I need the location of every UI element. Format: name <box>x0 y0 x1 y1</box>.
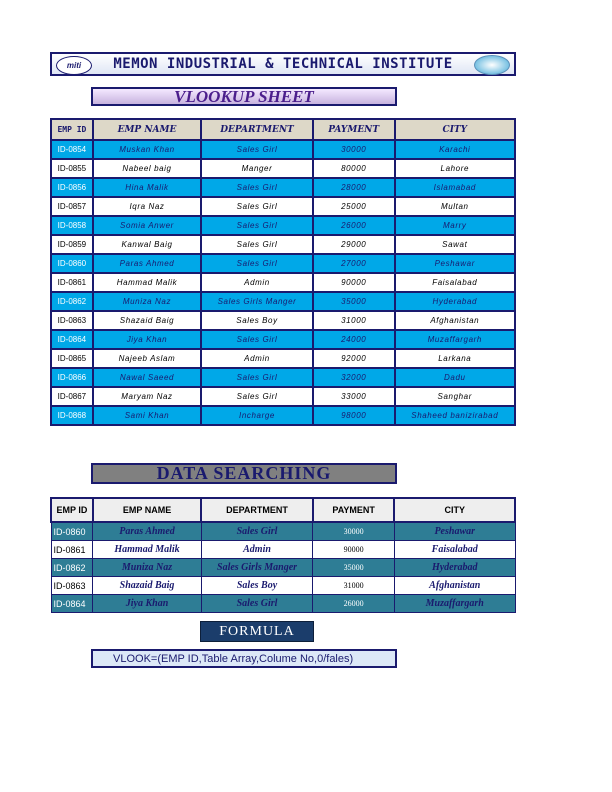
cell-department[interactable]: Sales Girl <box>201 197 313 216</box>
cell-emp-id[interactable]: ID-0856 <box>51 178 93 197</box>
cell-emp-name[interactable]: Jiya Khan <box>93 330 201 349</box>
table-row <box>51 292 515 311</box>
globe-logo-icon <box>474 55 510 75</box>
cell-emp-id[interactable]: ID-0863 <box>51 577 93 595</box>
cell-department[interactable]: Manger <box>201 159 313 178</box>
cell-emp-id[interactable]: ID-0861 <box>51 541 93 559</box>
cell-department[interactable]: Admin <box>201 349 313 368</box>
cell-payment[interactable]: 35000 <box>313 559 395 577</box>
vlookup-sheet-banner <box>91 87 397 106</box>
cell-city[interactable]: Hyderabad <box>394 559 515 577</box>
cell-city[interactable]: Shaheed banizirabad <box>395 406 515 425</box>
table-row <box>51 197 515 216</box>
cell-payment[interactable]: 28000 <box>313 178 395 197</box>
cell-payment[interactable]: 90000 <box>313 273 395 292</box>
cell-payment[interactable]: 31000 <box>313 311 395 330</box>
cell-payment[interactable]: 92000 <box>313 349 395 368</box>
cell-city[interactable]: Lahore <box>395 159 515 178</box>
formula-box[interactable] <box>91 649 397 668</box>
cell-department[interactable]: Sales Girl <box>201 368 313 387</box>
cell-emp-name[interactable]: Hammad Malik <box>93 541 201 559</box>
column-header[interactable]: EMP NAME <box>93 498 201 522</box>
cell-emp-id[interactable]: ID-0864 <box>51 330 93 349</box>
cell-city[interactable]: Peshawar <box>394 522 515 541</box>
cell-city[interactable]: Karachi <box>395 140 515 159</box>
cell-emp-id[interactable]: ID-0863 <box>51 311 93 330</box>
data-searching-title: DATA SEARCHING <box>156 463 332 483</box>
cell-city[interactable]: Muzaffargarh <box>395 330 515 349</box>
column-header[interactable]: CITY <box>394 498 515 522</box>
cell-emp-name[interactable]: Najeeb Aslam <box>93 349 201 368</box>
cell-city[interactable]: Islamabad <box>395 178 515 197</box>
cell-payment[interactable]: 31000 <box>313 577 395 595</box>
cell-emp-id[interactable]: ID-0860 <box>51 522 93 541</box>
cell-city[interactable]: Dadu <box>395 368 515 387</box>
cell-department[interactable]: Sales Girls Manger <box>201 292 313 311</box>
cell-city[interactable]: Faisalabad <box>394 541 515 559</box>
cell-emp-id[interactable]: ID-0858 <box>51 216 93 235</box>
cell-city[interactable]: Muzaffargarh <box>394 595 515 613</box>
cell-emp-id[interactable]: ID-0860 <box>51 254 93 273</box>
cell-emp-name[interactable]: Maryam Naz <box>93 387 201 406</box>
cell-city[interactable]: Sanghar <box>395 387 515 406</box>
cell-emp-name[interactable]: Kanwal Baig <box>93 235 201 254</box>
institute-header <box>50 52 516 76</box>
cell-department[interactable]: Sales Girl <box>201 254 313 273</box>
table-row <box>51 595 515 613</box>
formula-label <box>200 621 314 642</box>
column-header[interactable]: EMP ID <box>51 498 93 522</box>
cell-department[interactable]: Sales Girl <box>201 522 313 541</box>
column-header[interactable]: CITY <box>395 119 515 140</box>
cell-payment[interactable]: 80000 <box>313 159 395 178</box>
table-row <box>51 311 515 330</box>
cell-emp-id[interactable]: ID-0868 <box>51 406 93 425</box>
table-row <box>51 406 515 425</box>
cell-emp-id[interactable]: ID-0859 <box>51 235 93 254</box>
column-header[interactable]: PAYMENT <box>313 498 395 522</box>
column-header[interactable]: EMP ID <box>51 119 93 140</box>
employee-table <box>50 118 516 426</box>
cell-city[interactable]: Hyderabad <box>395 292 515 311</box>
cell-emp-name[interactable]: Paras Ahmed <box>93 254 201 273</box>
cell-emp-name[interactable]: Sami Khan <box>93 406 201 425</box>
cell-emp-id[interactable]: ID-0866 <box>51 368 93 387</box>
cell-department[interactable]: Incharge <box>201 406 313 425</box>
cell-department[interactable]: Sales Girl <box>201 595 313 613</box>
table-row <box>51 254 515 273</box>
cell-emp-id[interactable]: ID-0857 <box>51 197 93 216</box>
cell-payment[interactable]: 27000 <box>313 254 395 273</box>
cell-payment[interactable]: 30000 <box>313 140 395 159</box>
table-row <box>51 330 515 349</box>
table-row <box>51 235 515 254</box>
table-row <box>51 140 515 159</box>
cell-city[interactable]: Afghanistan <box>394 577 515 595</box>
cell-payment[interactable]: 32000 <box>313 368 395 387</box>
cell-payment[interactable]: 35000 <box>313 292 395 311</box>
cell-department[interactable]: Sales Girl <box>201 140 313 159</box>
vlookup-sheet-title: VLOOKUP SHEET <box>174 86 314 106</box>
cell-city[interactable]: Multan <box>395 197 515 216</box>
cell-emp-name[interactable]: Shazaid Baig <box>93 311 201 330</box>
miti-logo-icon: miti <box>56 56 92 75</box>
cell-city[interactable]: Afghanistan <box>395 311 515 330</box>
cell-payment[interactable]: 26000 <box>313 595 395 613</box>
cell-department[interactable]: Sales Girl <box>201 330 313 349</box>
cell-emp-name[interactable]: Nawal Saeed <box>93 368 201 387</box>
cell-city[interactable]: Peshawar <box>395 254 515 273</box>
table-row <box>51 273 515 292</box>
cell-emp-name[interactable]: Nabeel baig <box>93 159 201 178</box>
cell-emp-name[interactable]: Somia Anwer <box>93 216 201 235</box>
column-header[interactable]: PAYMENT <box>313 119 395 140</box>
cell-payment[interactable]: 98000 <box>313 406 395 425</box>
cell-emp-name[interactable]: Shazaid Baig <box>93 577 201 595</box>
table-row <box>51 541 515 559</box>
cell-emp-id[interactable]: ID-0854 <box>51 140 93 159</box>
cell-department[interactable]: Sales Girl <box>201 216 313 235</box>
cell-payment[interactable]: 29000 <box>313 235 395 254</box>
cell-city[interactable]: Larkana <box>395 349 515 368</box>
table-row <box>51 178 515 197</box>
data-searching-banner <box>91 463 397 484</box>
cell-emp-name[interactable]: Iqra Naz <box>93 197 201 216</box>
cell-department[interactable]: Sales Boy <box>201 577 313 595</box>
cell-emp-name[interactable]: Muniza Naz <box>93 559 201 577</box>
table-row <box>51 159 515 178</box>
cell-department[interactable]: Admin <box>201 541 313 559</box>
cell-payment[interactable]: 24000 <box>313 330 395 349</box>
cell-emp-id[interactable]: ID-0867 <box>51 387 93 406</box>
formula-text: VLOOK=(EMP ID,Table Array,Colume No,0/fales) <box>113 652 354 665</box>
table-row <box>51 349 515 368</box>
table-row <box>51 387 515 406</box>
employee-table-header <box>51 119 515 140</box>
table-row <box>51 368 515 387</box>
table-row <box>51 559 515 577</box>
cell-payment[interactable]: 26000 <box>313 216 395 235</box>
formula-label-text: FORMULA <box>219 623 295 639</box>
column-header[interactable]: DEPARTMENT <box>201 498 313 522</box>
cell-emp-id[interactable]: ID-0855 <box>51 159 93 178</box>
cell-city[interactable]: Marry <box>395 216 515 235</box>
cell-emp-id[interactable]: ID-0864 <box>51 595 93 613</box>
cell-department[interactable]: Sales Girl <box>201 387 313 406</box>
cell-payment[interactable]: 30000 <box>313 522 395 541</box>
cell-emp-name[interactable]: Jiya Khan <box>93 595 201 613</box>
cell-department[interactable]: Sales Girls Manger <box>201 559 313 577</box>
search-table-header <box>51 498 515 522</box>
cell-payment[interactable]: 25000 <box>313 197 395 216</box>
cell-emp-name[interactable]: Hina Malik <box>93 178 201 197</box>
cell-emp-name[interactable]: Muskan Khan <box>93 140 201 159</box>
cell-payment[interactable]: 33000 <box>313 387 395 406</box>
cell-payment[interactable]: 90000 <box>313 541 395 559</box>
table-row <box>51 577 515 595</box>
cell-city[interactable]: Faisalabad <box>395 273 515 292</box>
cell-emp-id[interactable]: ID-0861 <box>51 273 93 292</box>
table-row <box>51 216 515 235</box>
column-header[interactable]: DEPARTMENT <box>201 119 313 140</box>
cell-department[interactable]: Admin <box>201 273 313 292</box>
cell-department[interactable]: Sales Girl <box>201 178 313 197</box>
cell-emp-name[interactable]: Hammad Malik <box>93 273 201 292</box>
search-results-table <box>50 497 516 613</box>
cell-department[interactable]: Sales Girl <box>201 235 313 254</box>
column-header[interactable]: EMP NAME <box>93 119 201 140</box>
table-row <box>51 522 515 541</box>
cell-emp-name[interactable]: Paras Ahmed <box>93 522 201 541</box>
cell-emp-id[interactable]: ID-0865 <box>51 349 93 368</box>
cell-emp-id[interactable]: ID-0862 <box>51 559 93 577</box>
cell-emp-id[interactable]: ID-0862 <box>51 292 93 311</box>
header-title: MEMON INDUSTRIAL & TECHNICAL INSTITUTE <box>113 56 453 72</box>
cell-department[interactable]: Sales Boy <box>201 311 313 330</box>
cell-emp-name[interactable]: Muniza Naz <box>93 292 201 311</box>
cell-city[interactable]: Sawat <box>395 235 515 254</box>
